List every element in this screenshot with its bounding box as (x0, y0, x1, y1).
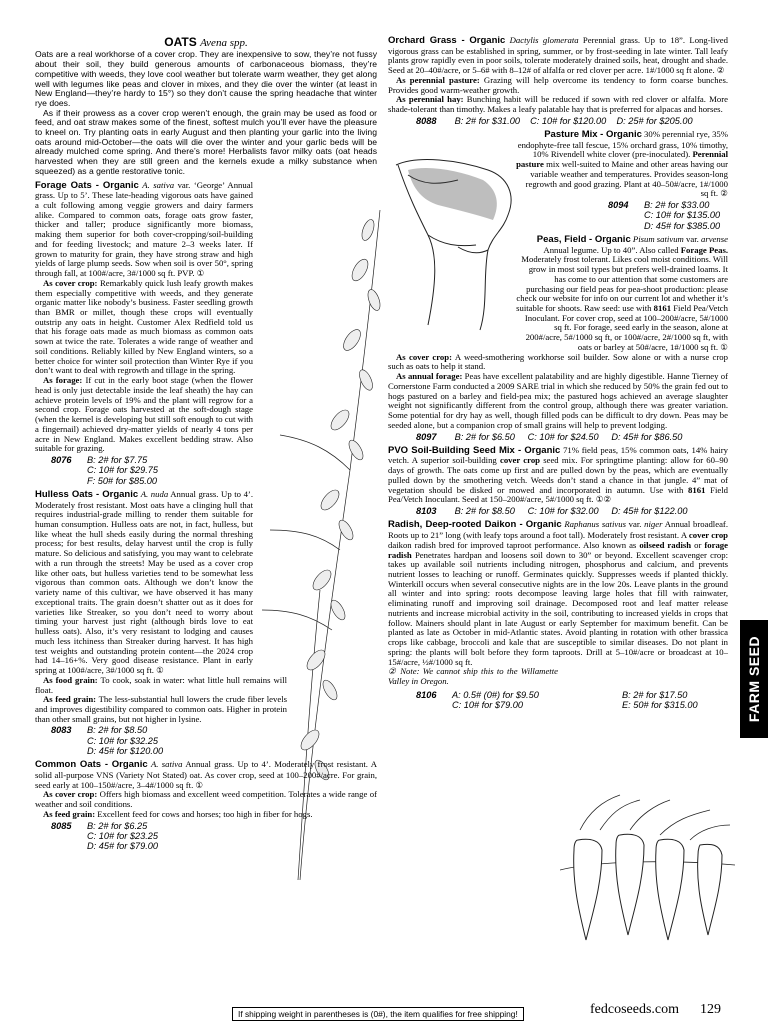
section-tab (740, 620, 768, 738)
price-list (388, 506, 728, 516)
price-option[interactable]: C: 10# for $135.00 (644, 210, 721, 221)
price-option[interactable]: A: 0.5# (0#) for $9.50 (452, 689, 539, 700)
subhead-label: As annual forage: (396, 371, 463, 382)
subhead-text: Excellent feed for cows and horses; too high in fiber for hogs. (97, 808, 313, 819)
price-list (35, 455, 377, 486)
section-tab-label: FARM SEED (746, 635, 762, 723)
daikon-radish-entry: Radish, Deep-rooted Daikon - Organic Raphanus sativus var. niger Annual broadleaf. Roots up to 21” long (with leafy tops around a foot tall). Moderately frost resistant. A cover crop daikon radish bred for improved taproot performance. Also known as oilseed radish or forage radish Penetrates hardpan and loosens soil down to 30” or beyond. Excellent scavenger crop: takes up available soil nutrients including nitrogen, phosphorus and calcium, and prevents nutrient losses to leaching or runoff. Germinates quickly. Suppresses weeds if planted thickly. Winterkill occurs when several consecutive nights are in the low 20s. Leave plants in the ground all winter and into spring: roots decompose leaving large holes that fill with rainwater, eliminating runoff and improving soil drainage. Decomposed root and leaf matter release nutrients and increase microbial activity in the soil, contributing to increased yields in crops that follow. Mainers should plant in late August or early September for maximum benefit. Can be planted as late as October in mid-Atlantic states. Avoid planting in rotation with other brassica crops like cabbage, broccoli and kale that are susceptible to similar diseases. Do not plant in spring: the plants will bolt before they form taproots. Drill at 5–10#/acre or broadcast at 10–15#/acre, ½#/1000 sq ft. ② Note: We cannot ship this to the Willamette Valley in Oregon. 8106 A: 0.5# (0#) for $9.50 B: 2# for $17.50 C: 10# for $79.00 E: 50# for $315.00 (388, 519, 729, 711)
price-option[interactable]: E: 50# for $315.00 (622, 700, 698, 711)
product-name: Forage Oats - Organic (35, 179, 139, 191)
product-description: Annual grass. Up to 4’. Moderately frost resistant. Most oats have a clinging hull that requires industrial-grade milling to render them suitable for human consumption. Hulless oats are not, in fact, hulless, but like wheat the hull sheds easily during the normal threshing process; for best results, delay harvest until the crop is fully mature. So delicious and satisfying, you may want to celebrate with a run through the streets! May be used as a cover crop like other oats, but hulless varieties tend to be somewhat less vigorous than common oats. Although we don’t know the variety name of this cultivar, we have observed it has many exceptional traits. The grain doesn’t shatter out as it does for varieties like Streaker, so you don’t need to worry about timing your harvest just right (although birds love to eat hulless oats). Also, it’s very resistant to lodging and causes much less itchiness than Streaker during harvest. It has high test weights and outstanding protein content—the 2024 crop had 14–16+%. Very good disease resistance. Plant in early spring at 100#/acre, 3#/1000 sq ft. ① (35, 488, 253, 676)
product-latin: Raphanus sativus (564, 519, 626, 530)
subhead-label: cover crop (688, 530, 729, 541)
website-link[interactable]: fedcoseeds.com (590, 1002, 680, 1017)
subhead-text: Grazing will help overcome its tendency to form coarse bunches. Provides good warm-weather growth. (388, 74, 728, 95)
subhead-label: Perennial pasture (516, 149, 728, 170)
right-column (388, 36, 728, 714)
price-option[interactable]: F: 50# for $85.00 (87, 475, 157, 486)
oats-intro-2: As if their prowess as a cover crop weren’t enough, the grain may be used as food or feed, and oat straw makes some of the finest, softest mulch you’ll ever have the pleasure to kneel on. Try planting oats in early August and then planting your garlic into the living oats around mid-October—the oats will die over the winter and your garlic beds will be already mulched come spring. And there’s more! Herbalists favor milky oats (oat heads harvested when they are still green and the kernels exude a milky substance when squeezed) as a gentle restorative tonic. (35, 107, 377, 176)
product-code: 8088 (416, 115, 437, 126)
price-list (388, 690, 728, 711)
product-description: 30% perennial rye, 35% endophyte-free tall fescue, 15% orchard grass, 10% timothy, 10% Rivendell white clover (pre-inoculated). (517, 129, 728, 160)
product-description: Annual grass. Up to 4’. Moderately frost resistant. A solid all-purpose VNS (Variety Not Stated) oat. As cover crop, seed at 100–200#/acre. For grain, seed early at 100–150#/acre, 3–4#/1000 sq ft. ① (35, 759, 377, 790)
forage-oats-entry (35, 181, 377, 486)
subhead-text: Bunching habit will be reduced if sown with red clover or alfalfa. More shade-tolerant than timothy. Makes a leafy palatable hay that is preferred for alpacas and horses. (388, 94, 728, 115)
pasture-mix-entry (516, 130, 728, 231)
daikon-radish-illustration (560, 790, 735, 950)
product-name: PVO Soil-Building Seed Mix - Organic (388, 444, 561, 456)
price-option[interactable]: B: 2# for $31.00 (454, 115, 520, 126)
oats-title-latin: Avena spp. (200, 37, 248, 49)
subhead-label: As perennial hay: (396, 94, 464, 105)
subhead-label-3: forage radish (388, 539, 729, 560)
section-title (35, 36, 377, 49)
oats-title: OATS (164, 35, 197, 49)
free-shipping-note: If shipping weight in parentheses is (0#), the item qualifies for free shipping! (232, 1007, 524, 1021)
product-name: Radish, Deep-rooted Daikon - Organic (388, 519, 562, 531)
product-description: Annual broadleaf. Roots up to 21” long (with leafy tops around a foot tall). Moderately frost resistant. A (388, 519, 728, 541)
page-number: 129 (700, 1002, 721, 1017)
price-option[interactable]: C: 10# for $23.25 (87, 830, 158, 841)
price-option[interactable]: D: 45# for $79.00 (87, 841, 158, 852)
subhead-label: As forage: (43, 375, 83, 386)
product-code: 8094 (608, 200, 629, 211)
product-description-2: Moderately frost tolerant. Likes cool moist conditions. Will grow in most soil types but prefers well-drained loams. It has come to our attention that some customers are purchasing our field peas for pea-shoot production: please check our website for info on our current lot and whether it’s suitable for shoots. Raw seed: use with (516, 254, 728, 314)
subhead-label: As cover crop: (43, 277, 98, 288)
price-option[interactable]: B: 2# for $33.00 (644, 200, 710, 211)
subhead-label: Forage Peas. (680, 244, 728, 255)
product-description-3: Field Pea/Vetch Inoculant. Seed at 150–200#/acre, 5#/1000 sq ft. ①② (388, 484, 728, 505)
price-option[interactable]: D: 45# for $120.00 (87, 746, 164, 757)
price-option[interactable]: D: 45# for $86.50 (611, 431, 683, 442)
product-latin-2: niger (644, 519, 663, 530)
price-option[interactable]: C: 10# for $32.25 (87, 735, 158, 746)
subhead-label: As cover crop: (43, 789, 98, 800)
product-latin: A. sativa (142, 179, 175, 190)
price-list (516, 200, 728, 231)
price-option[interactable]: D: 25# for $205.00 (616, 115, 693, 126)
common-oats-entry (35, 760, 377, 851)
subhead-text: Offers high biomass and excellent weed competition. Tolerates a wide range of weather and soil conditions. (35, 789, 378, 810)
price-list (35, 725, 377, 756)
price-option[interactable]: D: 45# for $385.00 (644, 220, 721, 231)
product-name: Peas, Field - Organic (536, 233, 631, 245)
product-description: 71% field peas, 15% common oats, 14% hairy vetch. A superior soil-building (388, 444, 728, 466)
product-code: 8106 (416, 689, 437, 700)
price-list (388, 116, 728, 126)
product-code: 8097 (416, 431, 437, 442)
product-latin: A. nuda (140, 488, 169, 499)
subhead-label: As food grain: (43, 674, 98, 685)
subhead-label: As perennial pasture: (396, 74, 480, 85)
subhead-text: The less-substantial hull lowers the crude fiber levels and improves digestibility compared to common oats. Higher in protein than other small grains, but not higher in lysine. (35, 694, 288, 724)
product-latin-2: arvense (700, 233, 728, 244)
product-latin: Dactylis glomerata (509, 35, 579, 45)
product-latin: A. sativa (150, 759, 183, 770)
shipping-note: ② Note: We cannot ship this to the Willamette Valley in Oregon. (388, 666, 558, 687)
subhead-text: Peas have excellent palatability and are highly digestible. Hanne Tierney of Cornerstone Farm conducted a 2009 SARE trial in which she reduced by 50% the grain fed out to hogs pastured on a barley and field-pea mix; the pastured hogs achieved an average slaughter weight not significantly different from the control group, although there was greater variation. Some potential for dry hay as well, though filled pods can be difficult to dry down. Peas may be seeded alone, but a companion crop of small grains will help to prevent lodging. (388, 371, 729, 430)
product-code: 8085 (51, 820, 72, 831)
subhead-text: A weed-smothering workhorse soil builder. Sow alone or with a nurse crop such as oats to help it stand. (388, 351, 728, 372)
product-description: Annual legume. Up to 40”. Also called (543, 244, 679, 255)
price-option[interactable]: B: 2# for $6.50 (454, 431, 515, 442)
inoculant-code: 8161 (688, 484, 706, 495)
product-code: 8083 (51, 725, 72, 736)
product-name: Hulless Oats - Organic (35, 488, 139, 500)
subhead-text: To cook, soak in water: what little hull remains will float. (35, 674, 288, 695)
pvo-mix-entry (388, 446, 728, 517)
price-option[interactable]: B: 2# for $8.50 (454, 506, 515, 517)
subhead-text: If cut in the early boot stage (when the flower head is only just detectable inside the leaf sheath) the hay can achieve protein levels of 19% and the plant will regrow for a second crop. Forage oats harvested at the soft-dough stage (when the kernel is developing but still soft enough to cut with a fingernail) achieved dry-matter yields of nearly 4 tons per acre in New England. Makes excellent bedding straw. Also suitable for grazing. (35, 375, 253, 454)
product-description: var. ‘George’ Annual grass. Up to 5’. These late-heading vigorous oats have gained a cult following among veggie growers and dairy farmers alike. Compared to common oats, forage oats grow faster, thicker and taller; produce significantly more biomass, making them superior for both cover-cropping/soil-building and for feeding livestock; and mature 2–3 weeks later. If grown to maturity for grain, they have strong straw and high yields of large plump seeds. Sow when soil is over 50°, spring through fall, at 100#/acre, 3#/1000 sq ft. PVP. ① (35, 179, 254, 279)
subhead-label: As feed grain: (43, 694, 97, 705)
product-name: Common Oats - Organic (35, 759, 148, 771)
price-list (388, 432, 728, 442)
price-option[interactable]: C: 10# for $79.00 (452, 700, 523, 711)
product-description-2: mix well-suited to Maine and other areas having our variable weather and temperatures. Provides season-long regrowth and good grazing. Plant at 40–50#/acre, 1#/1000 sq ft. ② (525, 159, 728, 199)
product-description-mid: daikon radish bred for improved taproot performance. Also known as (388, 539, 637, 550)
price-list (35, 821, 377, 852)
subhead-text: Remarkably quick lush leafy growth makes them especially competitive with weeds, and they generate organic matter like nobody’s business. Faster seedling growth than BMR or millet, though these crops will eventually outstrip any oats in height. Customer Alex Redfield told us that his forage oats made as much biomass as common oats sown at twice the rate. Tolerates a wide range of weather and soil conditions. Reliably killed by New England winters, so a better choice for winter soil protection than Winter Rye if you don’t want to deal with regrowth and tillage in the spring. (35, 277, 253, 376)
price-option[interactable]: B: 2# for $17.50 (622, 689, 688, 700)
product-description-2: Penetrates hardpan and loosens soil down to 30” or beyond. Excellent scavenger crop: takes up available soil nutrients including nitrogen, phosphorus and calcium, and prevents nutrient losses to leaching or runoff. Germinates quickly. Suppresses weeds if planted thickly. Winterkill occurs when several consecutive nights are in the low 20s. Leave plants in the ground all winter and into spring: roots decompose leaving large holes that fill with rainwater, eliminating runoff and improving soil drainage. Decomposed root and leaf matter release nutrients and increase microbial activity in the soil, contributing to increased yields in crops that follow. Mainers should plant in late August or early September for maximum benefit. Can be planted as late as October in mid-Atlantic states. Avoid planting in rotation with other brassica crops like cabbage, broccoli and kale that are susceptible to similar diseases. Do not plant in spring: the plants will bolt before they form taproots. Drill at 5–10#/acre or broadcast at 10–15#/acre, ½#/1000 sq ft. (388, 549, 729, 667)
hulless-oats-entry (35, 490, 377, 756)
product-description-2: seed mix. For springtime planting: allow for 60–90 days of growth. The oats come up first and are pulled down by the peas, which are eventually pulled down by the smothering vetch. Weeds don’t stand a chance in that jungle. 4” mat of vegetation should be disked or mowed and incorporated in autumn. Use with (388, 455, 729, 495)
orchard-grass-entry (388, 36, 728, 126)
price-option[interactable]: B: 2# for $8.50 (87, 725, 148, 736)
product-name: Orchard Grass - Organic (388, 35, 506, 46)
subhead-label: As cover crop: (396, 351, 453, 362)
price-option[interactable]: B: 2# for $6.25 (87, 820, 148, 831)
product-description-3: Field Pea/Vetch Inoculant. For cover crop, seed at 100–200#/acre, 5#/1000 sq ft. For forage, seed early in the season, alone at 200#/acre, 5#/1000 sq ft, or 100#/acre, 2#/1000 sq ft, with oats or barley at 50#/acre, 1#/1000 sq ft. ① (524, 303, 728, 352)
subhead-label: As feed grain: (43, 808, 96, 819)
price-option[interactable]: C: 10# for $24.50 (527, 431, 599, 442)
price-option[interactable]: B: 2# for $7.75 (87, 455, 148, 466)
product-name: Pasture Mix - Organic (544, 129, 642, 141)
product-latin: Pisum sativum (632, 233, 684, 244)
price-option[interactable]: C: 10# for $29.75 (87, 465, 158, 476)
field-peas-entry: Peas, Field - Organic Pisum sativum var. arvense Annual legume. Up to 40”. Also called Forage Peas. Moderately frost tolerant. Likes cool moist conditions. Will grow in most soil types but prefers well-drained loams. It has come to our attention that some customers are purchasing our field peas for pea-shoot production: please check our website for info on our current lot and whether it’s suitable for shoots. Raw seed: use with 8161 Field Pea/Vetch Inoculant. For cover crop, seed at 100–200#/acre, 5#/1000 sq ft. For forage, seed early in the season, alone at 200#/acre, 5#/1000 sq ft, or 100#/acre, 2#/1000 sq ft, with oats or barley at 50#/acre, 1#/1000 sq ft. ① As cover crop: A weed-smothering workhorse soil builder. Sow alone or with a nurse crop such as oats to help it stand. As annual forage: Peas have excellent palatability and are highly digestible. Hanne Tierney of Cornerstone Farm conducted a 2009 SARE trial in which she reduced by 50% the grain fed out to hogs pastured on a barley and field-pea mix; the pastured hogs achieved an average slaughter weight not significantly different from the control group, although there was greater variation. Some potential for dry hay as well, though filled pods can be difficult to dry down. Peas may be seeded alone, but a companion crop of small grains will help to prevent lodging. 8097 B: 2# for $6.50 C: 10# for $24.50 D: 45# for $86.50 (388, 233, 729, 442)
product-code: 8076 (51, 455, 72, 466)
price-option[interactable]: C: 10# for $32.00 (527, 506, 599, 517)
inoculant-code: 8161 (653, 303, 672, 314)
oats-intro: Oats are a real workhorse of a cover crop. They are inexpensive to sow, they’re not fussy about their soil, they build generous amounts of carbonaceous biomass, they’re competitive with weeds, they love cool weather but tolerate warm weather, they get along well with legumes like peas and clover in mixes, and they die over the winter (at least in New England—they’re hardy to 15°) so they don’t cause the spring headache that winter rye does. (35, 49, 377, 108)
product-code: 8103 (416, 506, 437, 517)
price-option[interactable]: D: 45# for $122.00 (611, 506, 688, 517)
left-column (35, 36, 377, 856)
or-text: or (694, 539, 702, 550)
subhead-label: cover crop (499, 455, 541, 466)
subhead-label-2: oilseed radish (639, 539, 692, 550)
product-description: Perennial grass. Up to 18”. Long-lived vigorous grass can be established in spring, summer, or by frost-seeding in late winter. Tall leafy plants grow rapidly even in poor soils, tolerate moderately drained soils, heat, drought and shade. Seed at 20–40#/acre, or 5–6# with 8–12# of alfalfa or red clover per acre. 1#/1000 sq ft alone. ② (388, 35, 728, 76)
price-option[interactable]: C: 10# for $120.00 (530, 115, 607, 126)
